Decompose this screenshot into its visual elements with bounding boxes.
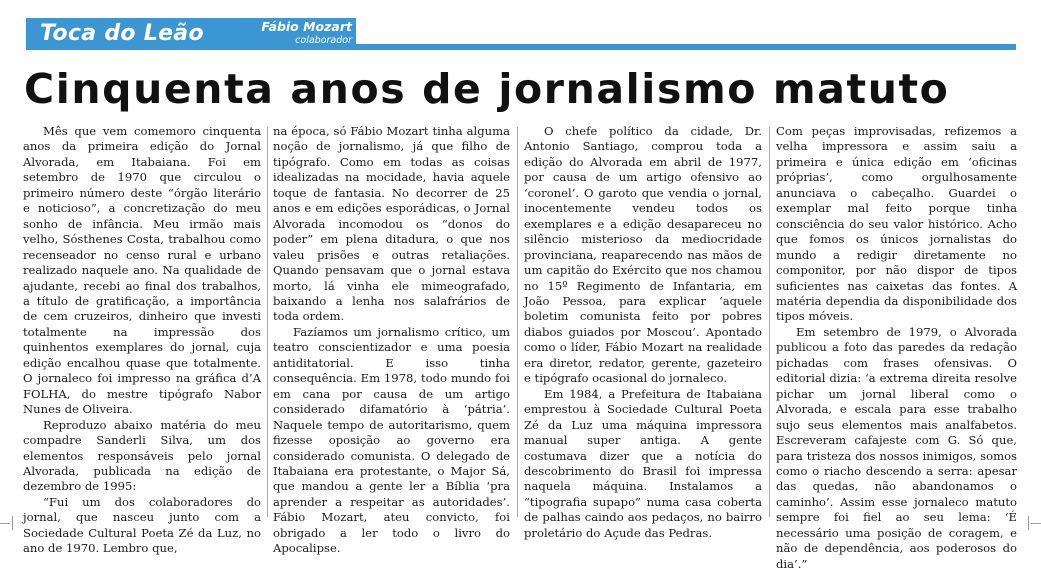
- article-column-2: [273, 124, 510, 556]
- paragraph: Mês que vem comemoro cinquenta anos da primeira edição do Jornal Alvorada, em Itabaiana. Foi em setembro de 1970 que circulou o primeiro número deste “órgão literário e noticioso”, a concretização do meu sonho de infância. Meu irmão mais velho, Sósthenes Costa, trabalhou como recenseador no censo rural e urbano realizado naquele ano. Na qualidade de ajudante, recebi ao final dos trabalhos, a título de gratificação, a importância de cem cruzeiros, dinheiro que investi totalmente na impressão dos quinhentos exemplares do jornal, cuja edição encalhou quase que totalmente. O jornaleco foi impresso na gráfica d’A FOLHA, do mestre tipógrafo Nabor Nunes de Oliveira.: [23, 124, 261, 417]
- paragraph: Reproduzo abaixo matéria do meu compadre Sanderli Silva, um dos elementos responsáveis pelo jornal Alvorada, publicada na edição de dezembro de 1995:: [23, 417, 261, 494]
- article-column-4: [776, 124, 1017, 571]
- column-rule: [517, 127, 518, 517]
- section-tab: [26, 18, 356, 50]
- paragraph: Em setembro de 1979, o Alvorada publicou a foto das paredes da redação pichadas com frases ofensivas. O editorial dizia: ‘a extrema direita resolve pichar um jornal liberal como o Alvorada, e escala para esse trabalho sujo seus elementos mais analfabetos. Escreveram cafajeste com G. Só que, para tristeza dos nossos inimigos, somos como o riacho descendo a serra: apesar das quedas, não abandonamos o caminho’. Assim esse jornaleco matuto sempre foi fiel ao seu lema: ‘É necessário uma posição de coragem, e não de dependência, aos poderosos do dia’.”: [776, 324, 1017, 571]
- crop-mark: [1031, 523, 1041, 524]
- author-name: Fábio Mozart: [261, 19, 352, 34]
- paragraph: na época, só Fábio Mozart tinha alguma noção de jornalismo, já que filho de tipógrafo. Como em todas as coisas idealizadas na mocidade, havia aquele toque de fantasia. No decorrer de 25 anos e em edições esporádicas, o Jornal Alvorada incomodou os “donos do poder” em plena ditadura, o que nos valeu prisões e outras retaliações. Quando pensavam que o jornal estava morto, lá vinha ele mimeografado, baixando a lenha nos salafrários de toda ordem.: [273, 124, 510, 324]
- author-role: colaborador: [295, 35, 352, 46]
- paragraph: “Fui um dos colaboradores do jornal, que nasceu junto com a Sociedade Cultural Poeta Zé da Luz, no ano de 1970. Lembro que,: [23, 494, 261, 556]
- section-header: [26, 18, 1016, 52]
- column-rule: [769, 127, 770, 517]
- paragraph: Em 1984, a Prefeitura de Itabaiana emprestou à Sociedade Cultural Poeta Zé da Luz uma máquina impressora manual super antiga. A gente costumava dizer que a notícia do descobrimento do Brasil foi impressa naquela máquina. Instalamos a “tipografia supapo” numa casa coberta de palhas caindo aos pedaços, no bairro proletário do Açude das Pedras.: [524, 386, 762, 540]
- article-column-1: [23, 124, 261, 556]
- paragraph: Com peças improvisadas, refizemos a velha impressora e assim saiu a primeira e única edição em ‘oficinas próprias’, como orgulhosamente anunciava o cabeçalho. Guardei o exemplar mal feito porque tinha consciência do seu valor histórico. Acho que fomos os únicos jornalistas do mundo a redigir diretamente no componitor, por não dispor de tipos suficientes nas caixetas das fontes. A matéria dependia da disponibilidade dos tipos móveis.: [776, 124, 1017, 324]
- byline: [236, 18, 356, 50]
- section-title: Toca do Leão: [40, 21, 204, 46]
- article-column-3: [524, 124, 762, 540]
- paragraph: Fazíamos um jornalismo crítico, um teatro conscientizador e uma poesia antiditatorial. E isso tinha consequência. Em 1978, todo mundo foi em cana por causa de um artigo considerado difamatório à ‘pátria’. Naquele tempo de autoritarismo, quem fizesse oposição ao governo era considerado comunista. O delegado de Itabaiana era protestante, o Major Sá, que mandou a gente ler a Bíblia ‘pra aprender a respeitar as autoridades’. Fábio Mozart, ateu convicto, foi obrigado a ler todo o livro do Apocalipse.: [273, 324, 510, 556]
- crop-mark: [1028, 516, 1029, 530]
- article-headline: Cinquenta anos de jornalismo matuto: [24, 65, 950, 113]
- header-stripe: [356, 44, 1016, 50]
- crop-mark: [12, 516, 13, 530]
- paragraph: O chefe político da cidade, Dr. Antonio Santiago, comprou toda a edição do Alvorada em abril de 1977, por causa de um artigo ofensivo ao ‘coronel’. O garoto que vendia o jornal, inocentemente vendeu todos os exemplares e a edição desapareceu no silêncio misterioso da mediocridade provinciana, reaparecendo nas mãos de um capitão do Exército que nos chamou no 15º Regimento de Infantaria, em João Pessoa, para explicar ‘aquele boletim comunista feito por pobres diabos guiados por Moscou’. Apontado como o líder, Fábio Mozart na realidade era diretor, redator, gerente, gazeteiro e tipógrafo ocasional do jornaleco.: [524, 124, 762, 386]
- crop-mark: [0, 523, 10, 524]
- column-rule: [267, 127, 268, 517]
